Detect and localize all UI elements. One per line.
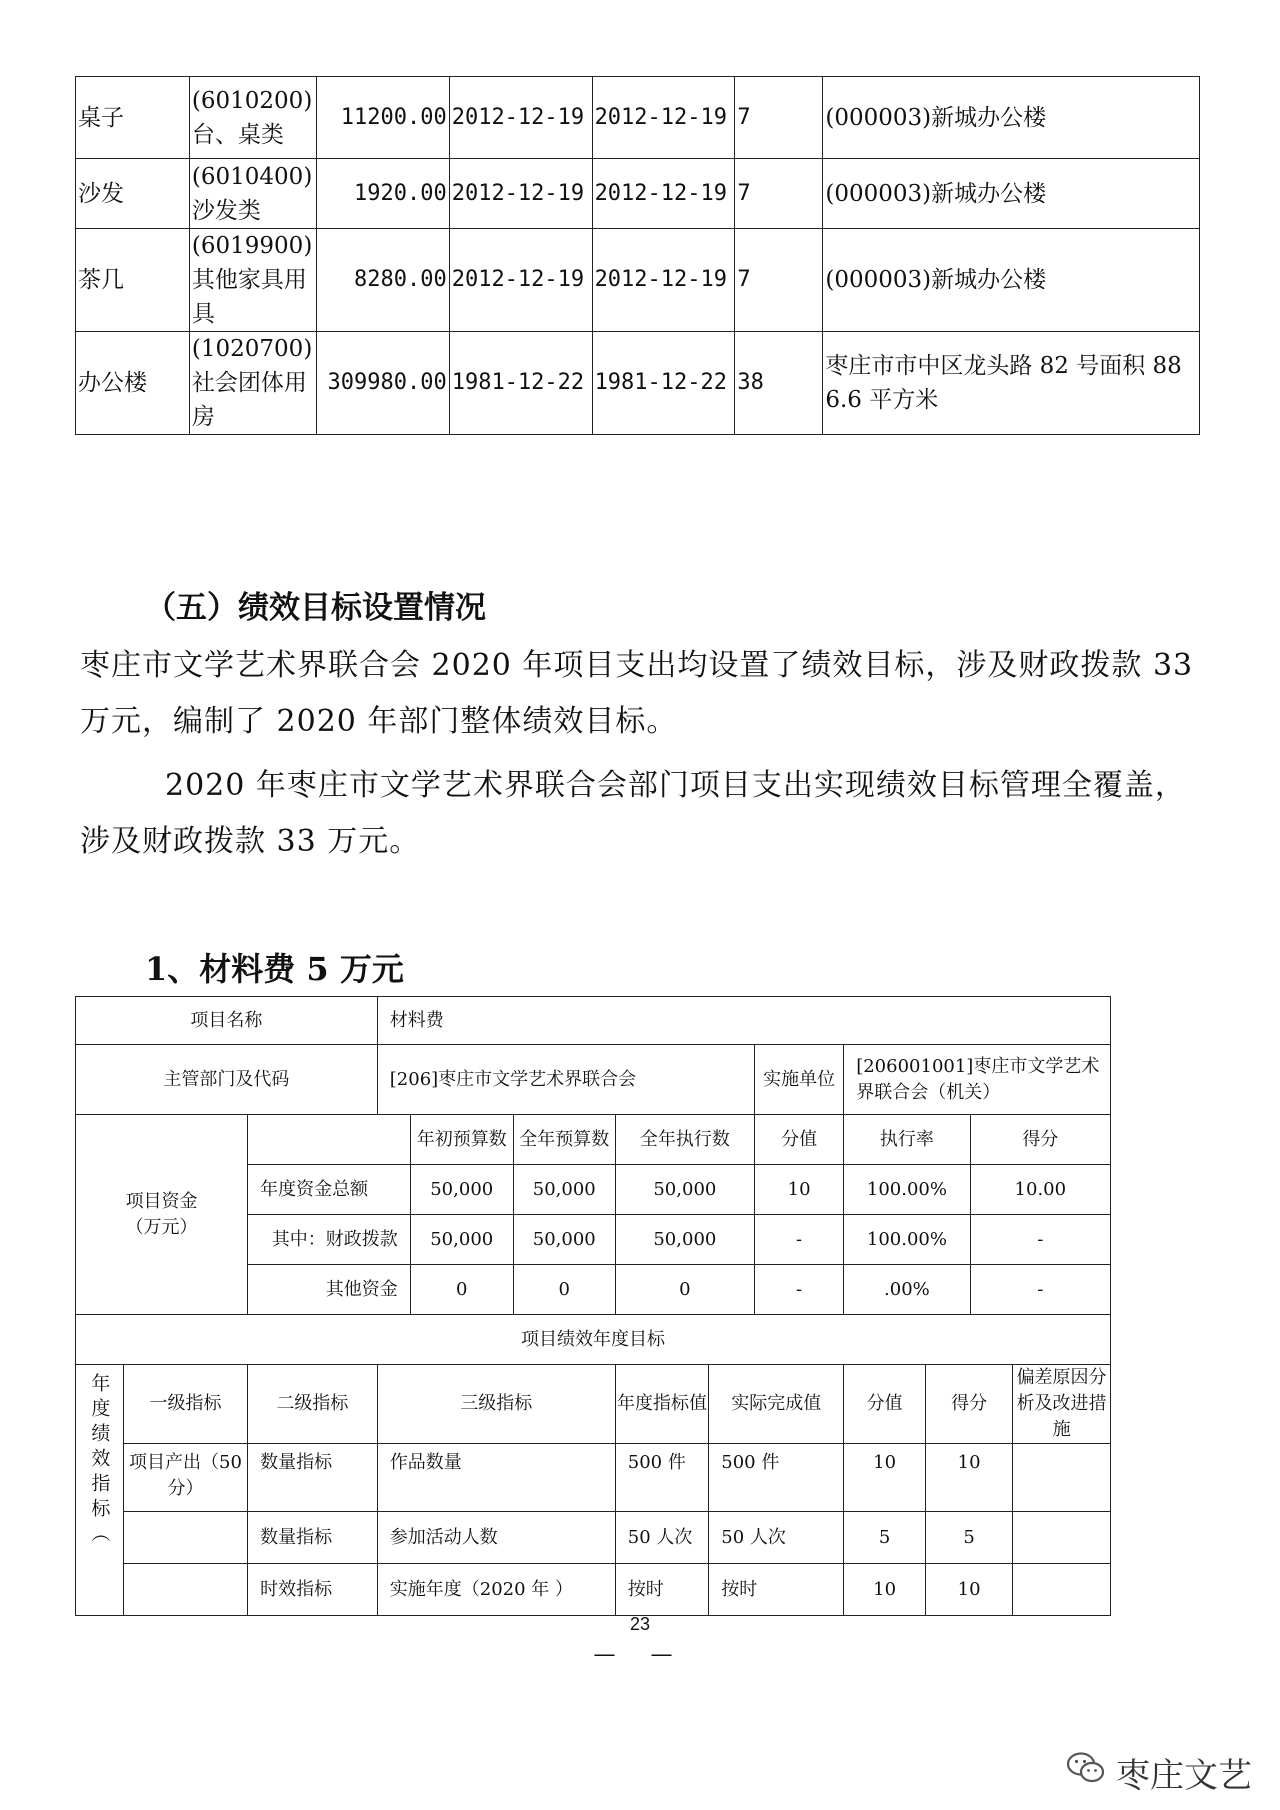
fund-header-blank xyxy=(248,1115,411,1165)
fund-cell: 0 xyxy=(410,1265,513,1315)
asset-row xyxy=(76,332,1200,435)
dept-label: 主管部门及代码 xyxy=(76,1045,378,1115)
asset-date-accounted: 1981-12-22 xyxy=(592,332,735,435)
fund-row-label: 年度资金总额 xyxy=(248,1165,411,1215)
indicator-actual: 按时 xyxy=(709,1564,844,1616)
asset-name: 桌子 xyxy=(76,77,190,159)
dept-value: [206]枣庄市文学艺术界联合会 xyxy=(377,1045,754,1115)
asset-date-acquired: 2012-12-19 xyxy=(449,159,592,229)
indicator-score-value: 5 xyxy=(844,1512,926,1564)
row-project-name xyxy=(76,997,1111,1045)
asset-date-acquired: 2012-12-19 xyxy=(449,229,592,332)
indicator-deviation xyxy=(1013,1564,1111,1616)
section-paragraph-2: 2020 年枣庄市文学艺术界联合会部门项目支出实现绩效目标管理全覆盖，涉及财政拨款 33 万元。 xyxy=(80,768,1186,859)
wechat-icon xyxy=(1066,1751,1106,1794)
asset-date-acquired: 1981-12-22 xyxy=(449,332,592,435)
indicator-actual: 500 件 xyxy=(709,1444,844,1512)
fund-cell: 100.00% xyxy=(844,1165,970,1215)
asset-location: (000003)新城办公楼 xyxy=(823,159,1200,229)
fund-cell: - xyxy=(754,1215,843,1265)
asset-row xyxy=(76,77,1200,159)
fund-cell: 100.00% xyxy=(844,1215,970,1265)
indicator-score-value: 10 xyxy=(844,1564,926,1616)
fund-cell: 50,000 xyxy=(615,1165,754,1215)
asset-location: 枣庄市市中区龙头路 82 号面积 886.6 平方米 xyxy=(823,332,1200,435)
fund-cell: 10 xyxy=(754,1165,843,1215)
asset-value: 1920.00 xyxy=(316,159,449,229)
indicator-target: 50 人次 xyxy=(615,1512,709,1564)
asset-location: (000003)新城办公楼 xyxy=(823,229,1200,332)
indicator-score: 10 xyxy=(926,1564,1013,1616)
annual-indicator-vertical-label xyxy=(76,1365,124,1616)
asset-row xyxy=(76,229,1200,332)
level1-empty xyxy=(123,1512,247,1564)
indicator-level2: 数量指标 xyxy=(248,1512,378,1564)
indicator-deviation xyxy=(1013,1512,1111,1564)
fund-header: 执行率 xyxy=(844,1115,970,1165)
indicator-actual: 50 人次 xyxy=(709,1512,844,1564)
asset-table xyxy=(75,76,1200,435)
fund-cell: .00% xyxy=(844,1265,970,1315)
asset-value: 11200.00 xyxy=(316,77,449,159)
indicator-score: 10 xyxy=(926,1444,1013,1512)
fund-cell: 50,000 xyxy=(513,1165,615,1215)
header-score: 得分 xyxy=(926,1365,1013,1444)
asset-quantity: 7 xyxy=(735,229,823,332)
header-actual: 实际完成值 xyxy=(709,1365,844,1444)
level1-empty xyxy=(123,1564,247,1616)
fund-cell: 50,000 xyxy=(615,1215,754,1265)
header-target: 年度指标值 xyxy=(615,1365,709,1444)
indicator-score-value: 10 xyxy=(844,1444,926,1512)
asset-name: 办公楼 xyxy=(76,332,190,435)
watermark xyxy=(1066,1748,1252,1797)
fund-cell: - xyxy=(754,1265,843,1315)
asset-quantity: 7 xyxy=(735,159,823,229)
page-number: 23 xyxy=(629,1614,651,1634)
header-level2: 二级指标 xyxy=(248,1365,378,1444)
fund-header: 全年预算数 xyxy=(513,1115,615,1165)
indicator-level2: 时效指标 xyxy=(248,1564,378,1616)
row-department xyxy=(76,1045,1111,1115)
asset-category: (6010200)台、桌类 xyxy=(189,77,316,159)
fund-cell: 0 xyxy=(615,1265,754,1315)
project-name-value: 材料费 xyxy=(377,997,1110,1045)
fund-cell: 0 xyxy=(513,1265,615,1315)
header-deviation: 偏差原因分析及改进措施 xyxy=(1013,1365,1111,1444)
asset-date-accounted: 2012-12-19 xyxy=(592,77,735,159)
fund-row-label: 其中：财政拨款 xyxy=(248,1215,411,1265)
indicator-deviation xyxy=(1013,1444,1111,1512)
asset-category: (6010400)沙发类 xyxy=(189,159,316,229)
fund-label-line-1: 项目资金 xyxy=(125,1190,198,1212)
watermark-text: 枣庄文艺 xyxy=(1116,1756,1252,1796)
asset-name: 沙发 xyxy=(76,159,190,229)
indicator-level3: 作品数量 xyxy=(377,1444,615,1512)
fund-cell: 10.00 xyxy=(970,1165,1110,1215)
asset-category: (6019900)其他家具用具 xyxy=(189,229,316,332)
asset-quantity: 7 xyxy=(735,77,823,159)
asset-value: 309980.00 xyxy=(316,332,449,435)
unit-value: [206001001]枣庄市文学艺术界联合会（机关） xyxy=(844,1045,1111,1115)
indicator-level3: 实施年度（2020 年 ） xyxy=(377,1564,615,1616)
performance-table xyxy=(75,996,1111,1616)
fund-header: 年初预算数 xyxy=(410,1115,513,1165)
fund-header: 得分 xyxy=(970,1115,1110,1165)
level1-group: 项目产出（50 分） xyxy=(123,1444,247,1512)
fund-cell: 50,000 xyxy=(513,1215,615,1265)
header-level3: 三级指标 xyxy=(377,1365,615,1444)
indicator-score: 5 xyxy=(926,1512,1013,1564)
sub-heading: 1、材料费 5 万元 xyxy=(145,950,404,988)
fund-header: 全年执行数 xyxy=(615,1115,754,1165)
indicator-level2: 数量指标 xyxy=(248,1444,378,1512)
asset-date-accounted: 2012-12-19 xyxy=(592,229,735,332)
fund-header: 分值 xyxy=(754,1115,843,1165)
section-heading: （五）绩效目标设置情况 xyxy=(145,590,486,626)
page-dashes: — — xyxy=(593,1642,687,1667)
indicator-row xyxy=(76,1444,1111,1512)
fund-cell: 50,000 xyxy=(410,1215,513,1265)
row-fund-headers xyxy=(76,1115,1111,1165)
asset-value: 8280.00 xyxy=(316,229,449,332)
header-level1: 一级指标 xyxy=(123,1365,247,1444)
vertical-label-text: 年度绩效指标（ xyxy=(88,1373,111,1548)
asset-quantity: 38 xyxy=(735,332,823,435)
fund-label xyxy=(76,1115,248,1315)
asset-location: (000003)新城办公楼 xyxy=(823,77,1200,159)
header-score-value: 分值 xyxy=(844,1365,926,1444)
unit-label: 实施单位 xyxy=(754,1045,843,1115)
asset-date-acquired: 2012-12-19 xyxy=(449,77,592,159)
row-goal-title xyxy=(76,1315,1111,1365)
indicator-target: 按时 xyxy=(615,1564,709,1616)
asset-date-accounted: 2012-12-19 xyxy=(592,159,735,229)
fund-cell: 50,000 xyxy=(410,1165,513,1215)
goal-title: 项目绩效年度目标 xyxy=(76,1315,1111,1365)
row-indicator-headers xyxy=(76,1365,1111,1444)
indicator-row xyxy=(76,1512,1111,1564)
indicator-row xyxy=(76,1564,1111,1616)
asset-category: (1020700)社会团体用房 xyxy=(189,332,316,435)
fund-cell: - xyxy=(970,1265,1110,1315)
fund-row-label: 其他资金 xyxy=(248,1265,411,1315)
fund-cell: - xyxy=(970,1215,1110,1265)
asset-table-body xyxy=(76,77,1200,435)
asset-row xyxy=(76,159,1200,229)
asset-name: 茶几 xyxy=(76,229,190,332)
indicator-target: 500 件 xyxy=(615,1444,709,1512)
fund-label-line-2: （万元） xyxy=(125,1216,198,1238)
indicator-level3: 参加活动人数 xyxy=(377,1512,615,1564)
section-paragraph-1: 枣庄市文学艺术界联合会 2020 年项目支出均设置了绩效目标，涉及财政拨款 33 万元，编制了 2020 年部门整体绩效目标。 xyxy=(80,648,1194,739)
project-name-label: 项目名称 xyxy=(76,997,378,1045)
